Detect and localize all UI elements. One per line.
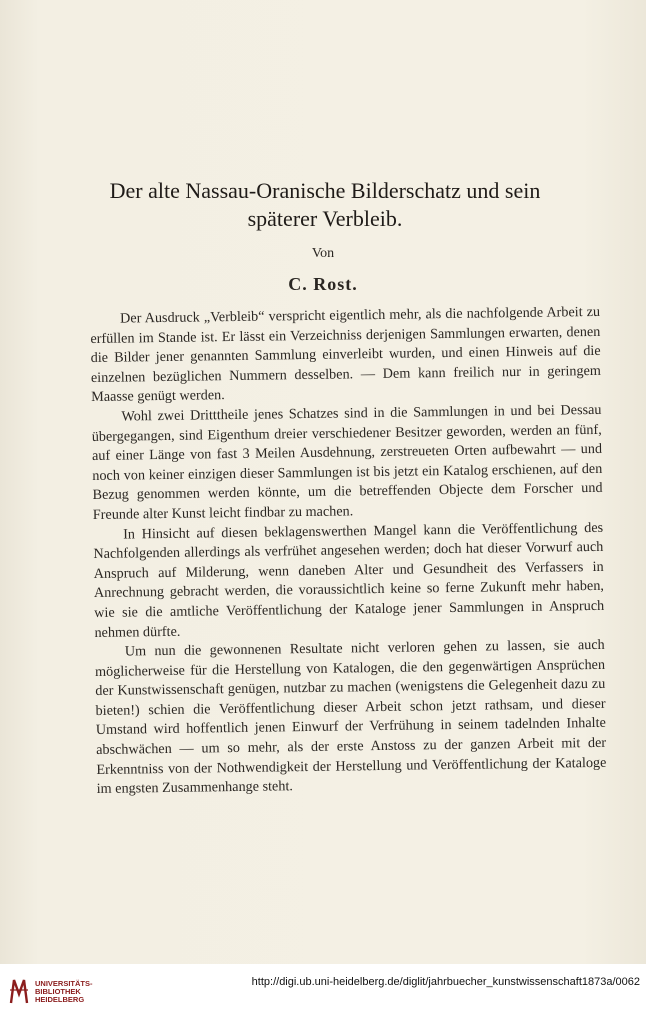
article-title (60, 177, 590, 233)
title-line-2: späterer Verbleib. (247, 206, 403, 231)
institution-line-2: BIBLIOTHEK (35, 987, 81, 996)
university-library-logo-icon (8, 976, 30, 1006)
footer-bar (0, 964, 646, 1017)
source-url-link[interactable]: http://digi.ub.uni-heidelberg.de/diglit/jahrbuecher_kunstwissenschaft1873a/0062 (251, 976, 640, 988)
paragraph-4: Um nun die gewonnenen Resultate nicht verloren gehen zu lassen, sie auch möglicherweise für die Herstellung von Katalogen, die den gegenwärtigen Ansprüchen der Kunstwissenschaft genügen, nutzbar zu machen (wenigstens die Gelegenheit dazu zu bieten!) schien die Veröffentlichung dieser Arbeit schon jetzt rathsam, und dieser Umstand wird hoffentlich jenen Einwurf der Verfrühung in seinem tadelnden Inhalte abschwächen — um so mehr, als der erste Anstoss zu der ganzen Arbeit mit der Erkenntniss von der Nothwendigkeit der Herstellung und Veröffentlichung der Kataloge im engsten Zusammenhange steht. (94, 636, 607, 798)
paragraph-1: Der Ausdruck „Verbleib“ verspricht eigentlich mehr, als die nachfolgende Arbeit zu erfüllen im Stande ist. Er lässt ein Verzeichniss derjenigen Sammlungen erwarten, denen die Bilder jener genannten Sammlung einverleibt wurden, und einen Hinweis auf die einzelnen bezüglichen Nummern desselben. — Dem kann freilich nur in geringem Maasse genügt werden. (90, 303, 602, 406)
institution-line-1: UNIVERSITÄTS- (35, 979, 93, 988)
paragraph-3: In Hinsicht auf diesen beklagenswerthen Mangel kann die Veröffentlichung des Nachfolgenden allerdings als verfrühet angesehen werden; doch hat dieser Vorwurf auch Anspruch auf Milderung, wenn daneben Alter und Gesundheit des Verfassers in Anrechnung gebracht werden, die voraussichtlich keine so ferne Zukunft mehr haben, wie sie die amtliche Veröffentlichung der Kataloge jener Sammlungen in Anspruch nehmen dürfte. (93, 519, 605, 641)
author-name: C. Rost. (288, 274, 358, 294)
body-text (90, 303, 607, 800)
institution-line-3: HEIDELBERG (35, 995, 85, 1004)
byline-von: Von (311, 246, 335, 261)
institution-name (35, 980, 93, 1004)
title-line-1: Der alte Nassau-Oranische Bilderschatz und sein (109, 178, 541, 203)
paragraph-2: Wohl zwei Dritttheile jenes Schatzes sind in die Sammlungen in und bei Dessau übergegangen, sind Eigenthum dreier verschiedener Besitzer geworden, werden an fünf, auf einer Länge von fast 3 Meilen Ausdehnung, zerstreueten Orten aufbewahrt — und noch von keiner einzigen dieser Sammlungen ist bis jetzt ein Katalog erschienen, auf den Bezug genommen werden könnte, um die betreffenden Objecte dem Forscher und Freunde alter Kunst leicht findbar zu machen. (91, 401, 603, 523)
